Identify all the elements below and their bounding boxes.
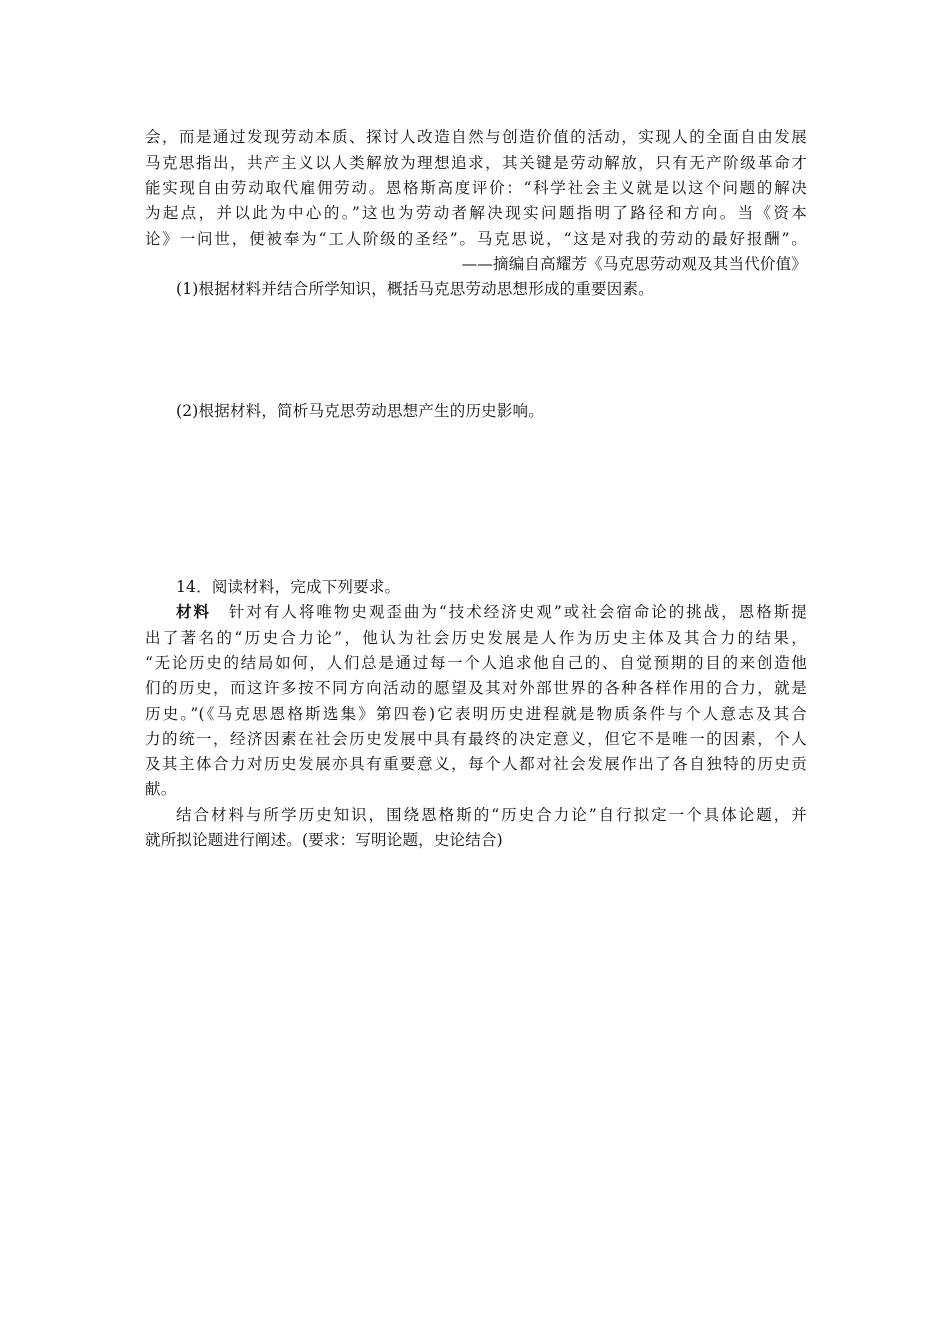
task-line-1: 结合材料与所学历史知识，围绕恩格斯的“历史合力论”自行拟定一个具体论题，并 (176, 806, 807, 824)
passage-line-3: 能实现自由劳动取代雇佣劳动。恩格斯高度评价：“科学社会主义就是以这个问题的解决 (145, 179, 807, 197)
material-line-5: 历史。”(《马克思恩格斯选集》第四卷)它表明历史进程就是物质条件与个人意志及其合 (145, 705, 807, 723)
passage-line-2: 马克思指出，共产主义以人类解放为理想追求，其关键是劳动解放，只有无产阶级革命才 (145, 154, 807, 172)
material-line-2: 出了著名的“历史合力论”，他认为社会历史发展是人作为历史主体及其合力的结果， (145, 629, 807, 647)
material-line-4: 们的历史，而这许多按不同方向活动的愿望及其对外部世界的各种各样作用的合力，就是 (145, 679, 807, 697)
passage-line-4: 为起点，并以此为中心的。”这也为劳动者解决现实问题指明了路径和方向。当《资本 (145, 204, 807, 222)
material-line-8: 献。 (145, 780, 177, 798)
question-14-heading: 14．阅读材料，完成下列要求。 (176, 578, 401, 596)
material-line-6: 力的统一，经济因素在社会历史发展中具有最终的决定意义，但它不是唯一的因素，个人 (145, 730, 807, 748)
task-line-2: 就所拟论题进行阐述。(要求：写明论题，史论结合) (145, 831, 503, 849)
material-line-7: 及其主体合力对历史发展亦具有重要意义，每个人都对社会发展作出了各自独特的历史贡 (145, 755, 807, 773)
passage-line-1: 会，而是通过发现劳动本质、探讨人改造自然与创造价值的活动，实现人的全面自由发展 (145, 128, 807, 146)
material-line-3: “无论历史的结局如何，人们总是通过每一个人追求他自己的、自觉预期的目的来创造他 (145, 654, 807, 672)
question-13-1: (1)根据材料并结合所学知识，概括马克思劳动思想形成的重要因素。 (176, 280, 654, 298)
question-13-2: (2)根据材料，简析马克思劳动思想产生的历史影响。 (176, 402, 544, 420)
material-label: 材料 (176, 602, 212, 621)
source-citation: ——摘编自高耀芳《马克思劳动观及其当代价值》 (461, 255, 807, 273)
material-text-1: 针对有人将唯物史观歪曲为“技术经济史观”或社会宿命论的挑战，恩格斯提 (227, 603, 807, 621)
passage-line-5: 论》一问世，便被奉为“工人阶级的圣经”。马克思说，“这是对我的劳动的最好报酬”。 (145, 230, 807, 248)
material-line-1 (176, 600, 807, 624)
